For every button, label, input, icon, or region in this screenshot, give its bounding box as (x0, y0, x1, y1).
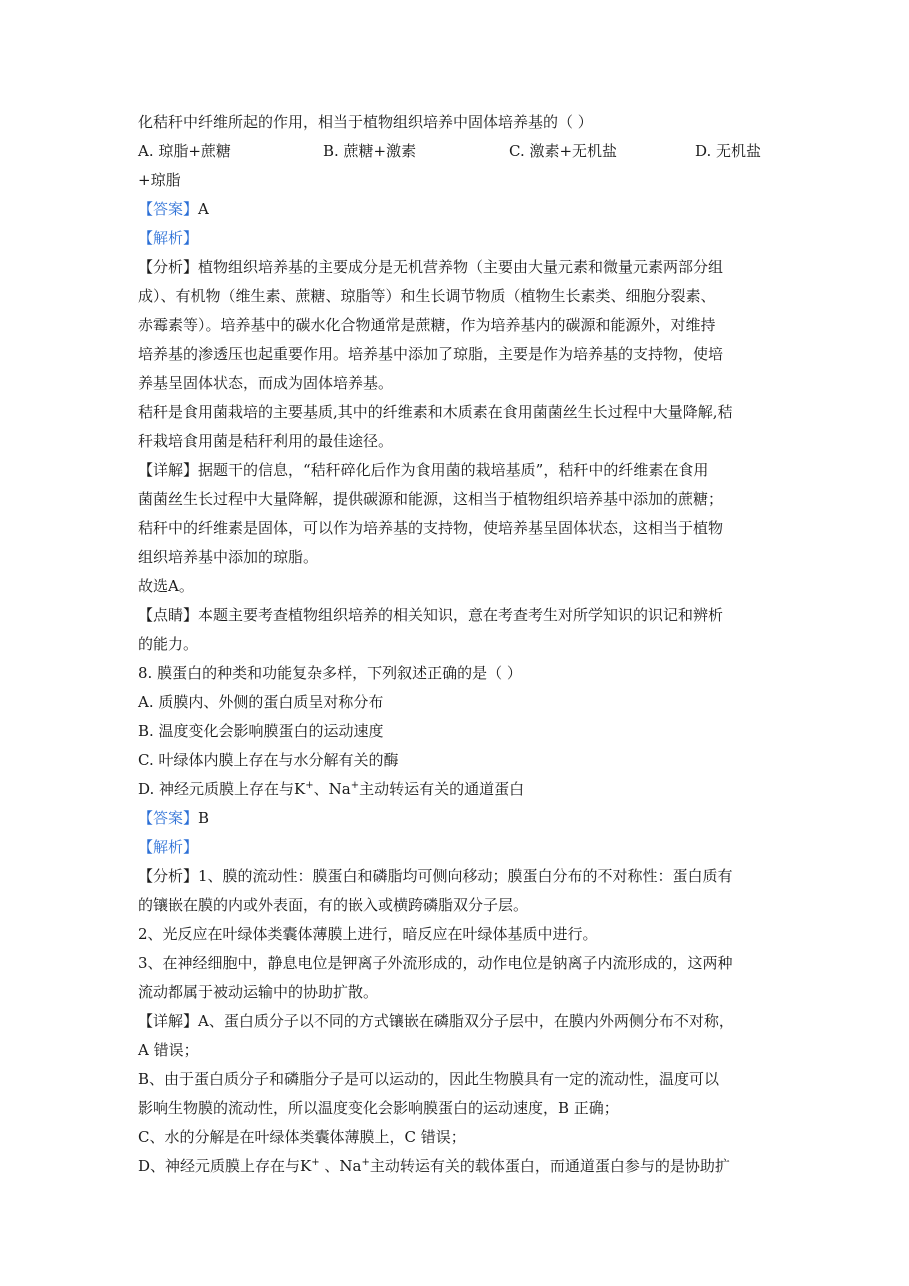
analysis-tag: 【解析】 (138, 229, 199, 247)
q7-analysis-line: 秆栽培食用菌是秸秆利用的最佳途径。 (138, 432, 394, 450)
q8-answer (138, 804, 768, 833)
superscript: + (350, 780, 360, 791)
q8-option-b: B. 温度变化会影响膜蛋白的运动速度 (138, 722, 384, 740)
q8-analysis-line: 影响生物膜的流动性，所以温度变化会影响膜蛋白的运动速度，B 正确； (138, 1099, 619, 1117)
answer-tag: 【答案】 (138, 200, 199, 218)
q7-option-b: B. 蔗糖+激素 (323, 142, 417, 160)
q7-analysis-line: 故选A。 (138, 577, 194, 595)
answer-tag: 【答案】 (138, 809, 199, 827)
q7-stem-continuation: 化秸秆中纤维所起的作用，相当于植物组织培养中固体培养基的（ ） (138, 113, 593, 131)
q7-analysis-line: 养基呈固体状态，而成为固体培养基。 (138, 374, 394, 392)
q8-option-d (138, 775, 768, 804)
superscript: + (361, 1157, 370, 1168)
q8-analysis-line: A 错误； (138, 1041, 199, 1059)
analysis-text: D、神经元质膜上存在与K (138, 1157, 312, 1175)
q8-analysis-line: 的镶嵌在膜的内或外表面，有的嵌入或横跨磷脂双分子层。 (138, 896, 529, 914)
q7-analysis-line: 【详解】据题干的信息，“秸秆碎化后作为食用菌的栽培基质”，秸秆中的纤维素在食用 (138, 461, 709, 479)
q7-analysis-line: 组织培养基中添加的琼脂。 (138, 548, 319, 566)
q8-option-c: C. 叶绿体内膜上存在与水分解有关的酶 (138, 751, 399, 769)
superscript: + (305, 780, 314, 791)
option-d-text: D. 神经元质膜上存在与K (138, 780, 306, 798)
option-d-text: 、Na (313, 780, 351, 798)
q7-analysis-line: 【分析】植物组织培养基的主要成分是无机营养物（主要由大量元素和微量元素两部分组 (138, 258, 724, 276)
superscript: + (311, 1157, 320, 1168)
q8-analysis-line: 2、光反应在叶绿体类囊体薄膜上进行，暗反应在叶绿体基质中进行。 (138, 925, 598, 943)
q8-analysis-last-line (138, 1152, 768, 1181)
analysis-text: 主动转运有关的载体蛋白，而通道蛋白参与的是协助扩 (369, 1157, 730, 1175)
q8-analysis-line: 3、在神经细胞中，静息电位是钾离子外流形成的，动作电位是钠离子内流形成的，这两种 (138, 954, 733, 972)
q7-analysis-line: 秸秆是食用菌栽培的主要基质,其中的纤维素和木质素在食用菌菌丝生长过程中大量降解,秸 (138, 403, 733, 421)
analysis-tag: 【解析】 (138, 838, 199, 856)
answer-value: A (198, 200, 209, 218)
option-d-text: 主动转运有关的通道蛋白 (359, 780, 525, 798)
q7-analysis-line: 培养基的渗透压也起重要作用。培养基中添加了琼脂，主要是作为培养基的支持物，使培 (138, 345, 724, 363)
q8-analysis-line: C、水的分解是在叶绿体类囊体薄膜上，C 错误； (138, 1128, 466, 1146)
q7-analysis-line: 秸秆中的纤维素是固体，可以作为培养基的支持物，使培养基呈固体状态，这相当于植物 (138, 519, 724, 537)
q8-stem: 8. 膜蛋白的种类和功能复杂多样，下列叙述正确的是（ ） (138, 664, 522, 682)
q7-option-c: C. 激素+无机盐 (509, 142, 618, 160)
q8-option-a: A. 质膜内、外侧的蛋白质呈对称分布 (138, 693, 384, 711)
q7-analysis-line: 【点睛】本题主要考查植物组织培养的相关知识，意在考查考生对所学知识的识记和辨析 (138, 606, 724, 624)
q8-analysis-heading (138, 833, 768, 862)
q7-option-d: D. 无机盐 (695, 142, 762, 160)
q7-options (138, 137, 768, 166)
q7-analysis-line: 成）、有机物（维生素、蔗糖、琼脂等）和生长调节物质（植物生长素类、细胞分裂素、 (138, 287, 716, 305)
q7-analysis-line: 赤霉素等）。培养基中的碳水化合物通常是蔗糖，作为培养基内的碳源和能源外，对维持 (138, 316, 716, 334)
document-page (138, 108, 768, 1181)
q8-analysis-line: 【详解】A、蛋白质分子以不同的方式镶嵌在磷脂双分子层中，在膜内外两侧分布不对称， (138, 1012, 734, 1030)
q8-analysis-line: 【分析】1、膜的流动性：膜蛋白和磷脂均可侧向移动；膜蛋白分布的不对称性：蛋白质有 (138, 867, 733, 885)
q7-analysis-line: 的能力。 (138, 635, 199, 653)
q7-option-a: A. 琼脂+蔗糖 (138, 142, 231, 160)
q7-option-d-wrap: +琼脂 (138, 171, 181, 189)
q8-analysis-line: 流动都属于被动运输中的协助扩散。 (138, 983, 379, 1001)
q7-answer (138, 195, 768, 224)
q8-analysis-line: B、由于蛋白质分子和磷脂分子是可以运动的，因此生物膜具有一定的流动性，温度可以 (138, 1070, 720, 1088)
analysis-text: 、Na (319, 1157, 362, 1175)
q7-analysis-heading (138, 224, 768, 253)
q7-analysis-line: 菌菌丝生长过程中大量降解，提供碳源和能源，这相当于植物组织培养基中添加的蔗糖； (138, 490, 724, 508)
answer-value: B (198, 809, 210, 827)
